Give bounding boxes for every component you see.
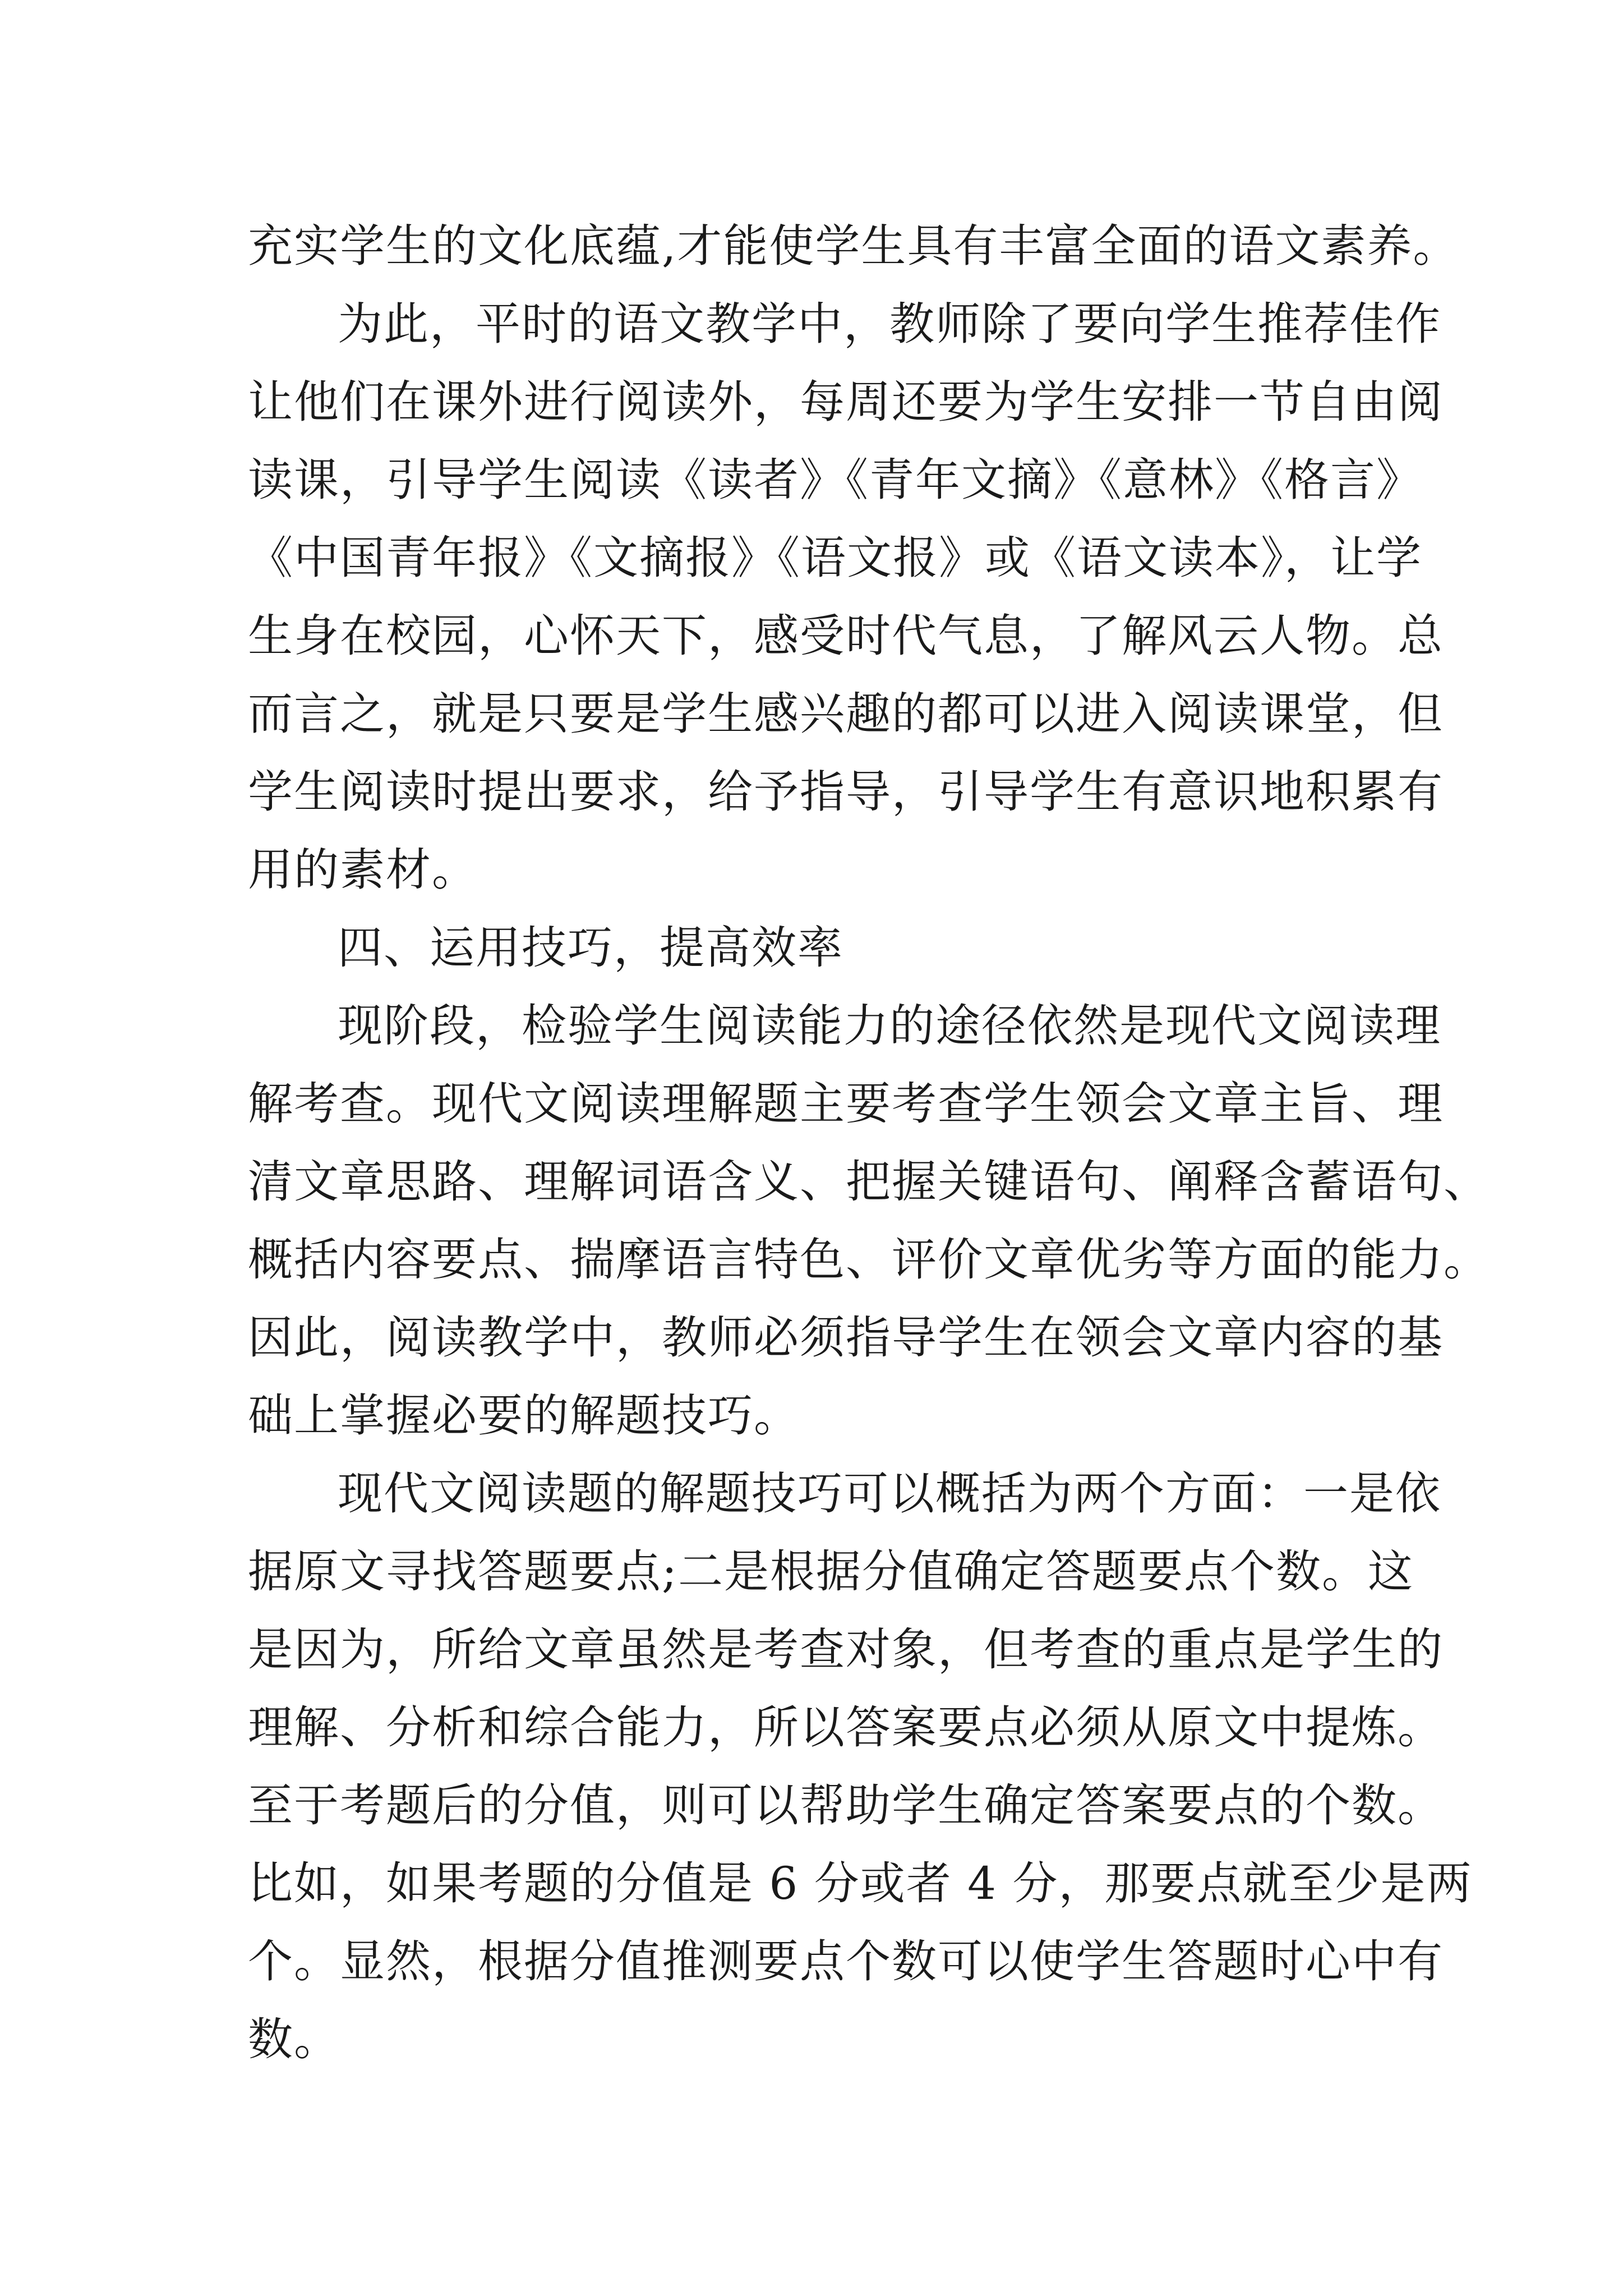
text-line: 解考查。现代文阅读理解题主要考查学生领会文章主旨、理 [248,1078,1444,1130]
text-line: 是因为，所给文章虽然是考查对象，但考查的重点是学生的 [248,1623,1444,1676]
document-body [248,207,1490,2078]
text-line: 用的素材。 [248,844,478,896]
text-line: 读课，引导学生阅读《读者》《青年文摘》《意林》《格言》 [248,454,1422,506]
text-line: 数。 [248,2013,340,2065]
text-line: 比如，如果考题的分值是 6 分或者 4 分，那要点就至少是两 [248,1857,1473,1910]
text-line: 《中国青年报》《文摘报》《语文报》或《语文读本》，让学 [248,532,1422,584]
paragraph-start-line: 现代文阅读题的解题技巧可以概括为两个方面：一是依 [338,1467,1441,1520]
text-line: 概括内容要点、揣摩语言特色、评价文章优劣等方面的能力。 [248,1234,1490,1286]
paragraph-start-line: 为此，平时的语文教学中，教师除了要向学生推荐佳作 [338,298,1441,350]
text-line: 而言之，就是只要是学生感兴趣的都可以进入阅读课堂，但 [248,688,1444,740]
text-line: 础上掌握必要的解题技巧。 [248,1389,800,1442]
text-line: 清文章思路、理解词语含义、把握关键语句、阐释含蓄语句、 [248,1156,1490,1208]
text-line: 至于考题后的分值，则可以帮助学生确定答案要点的个数。 [248,1779,1444,1832]
text-line: 让他们在课外进行阅读外，每周还要为学生安排一节自由阅 [248,376,1444,428]
paragraph-start-line: 现阶段，检验学生阅读能力的途径依然是现代文阅读理 [338,1000,1441,1052]
text-line: 因此，阅读教学中，教师必须指导学生在领会文章内容的基 [248,1312,1444,1364]
text-line: 据原文寻找答题要点;二是根据分值确定答题要点个数。这 [248,1545,1414,1598]
text-line: 生身在校园，心怀天下，感受时代气息，了解风云人物。总 [248,610,1444,662]
text-line: 个。显然，根据分值推测要点个数可以使学生答题时心中有 [248,1935,1444,1987]
text-line: 理解、分析和综合能力，所以答案要点必须从原文中提炼。 [248,1701,1444,1754]
section-heading: 四、运用技巧，提高效率 [338,922,843,974]
text-line: 充实学生的文化底蕴,才能使学生具有丰富全面的语文素养。 [248,220,1459,272]
text-line: 学生阅读时提出要求，给予指导，引导学生有意识地积累有 [248,766,1444,818]
